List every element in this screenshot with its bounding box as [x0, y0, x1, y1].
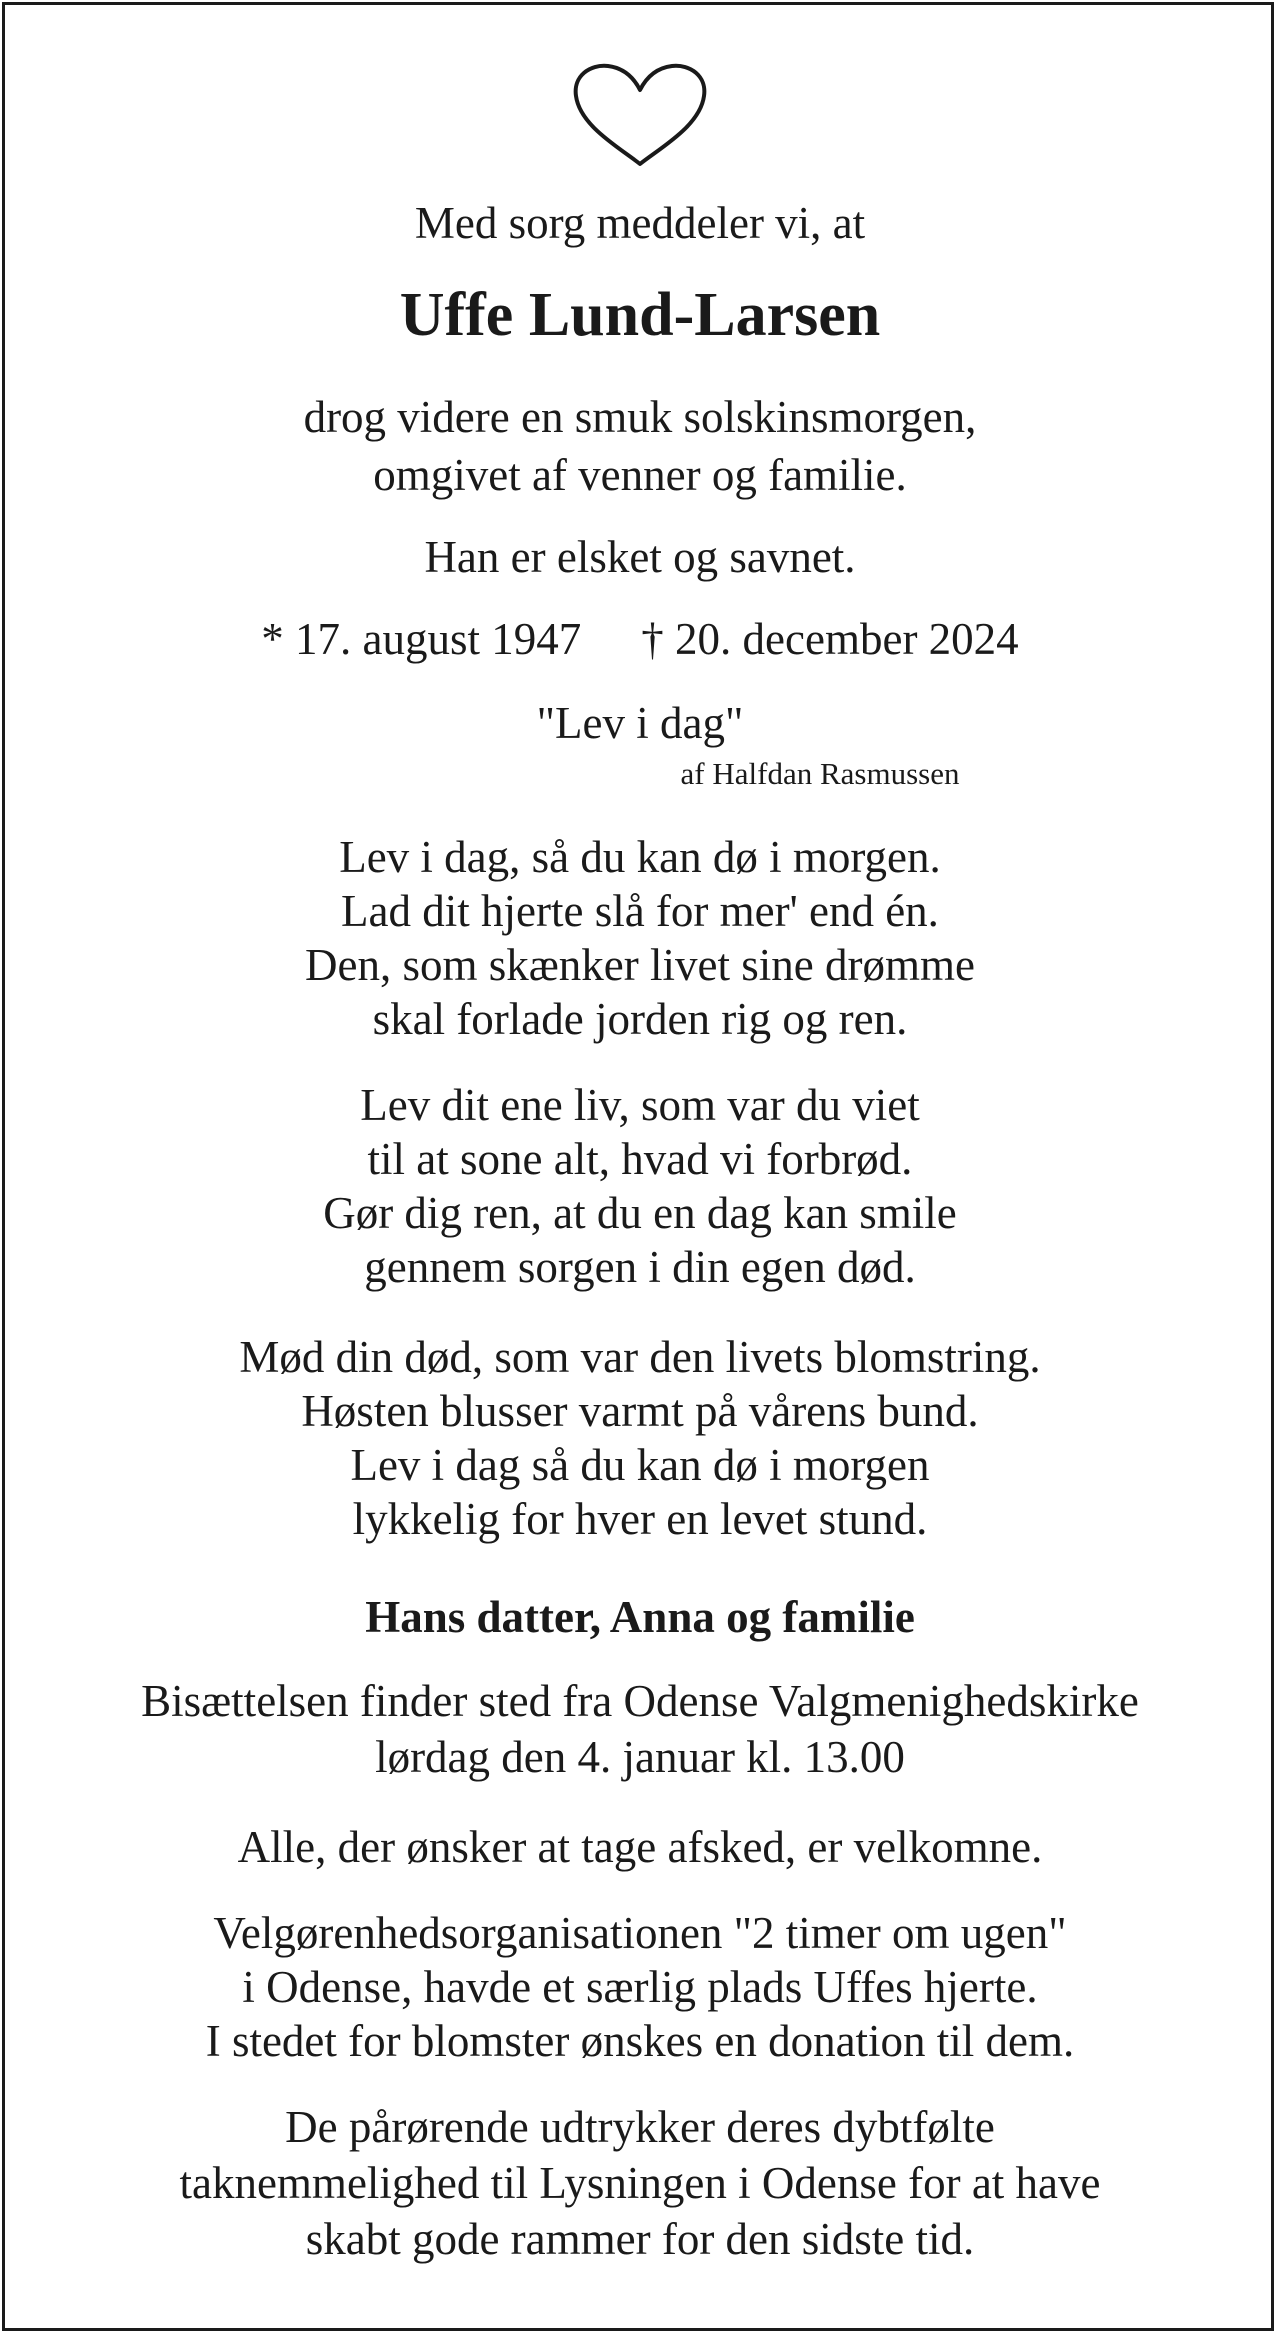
poem-line: Den, som skænker livet sine drømme	[305, 940, 975, 990]
poem-line: Lad dit hjerte slå for mer' end én.	[341, 886, 939, 936]
poem-title: "Lev i dag"	[536, 698, 744, 748]
thanks-line-2: taknemmelighed til Lysningen i Odense for at have	[179, 2158, 1101, 2208]
poem-line: Gør dig ren, at du en dag kan smile	[323, 1188, 957, 1238]
charity-line-1: Velgørenhedsorganisationen "2 timer om ugen"	[213, 1908, 1067, 1958]
deceased-name: Uffe Lund-Larsen	[399, 281, 881, 349]
passing-line-2: omgivet af venner og familie.	[373, 450, 907, 500]
poem-line: til at sone alt, hvad vi forbrød.	[367, 1134, 913, 1184]
intro-text: Med sorg meddeler vi, at	[414, 198, 866, 248]
heart-icon	[568, 60, 712, 172]
poem-line: Lev i dag så du kan dø i morgen	[350, 1440, 930, 1490]
poem-line: Lev dit ene liv, som var du viet	[360, 1080, 920, 1130]
charity-line-3: I stedet for blomster ønskes en donation til dem.	[205, 2016, 1075, 2066]
welcome-text: Alle, der ønsker at tage afsked, er velkomne.	[237, 1822, 1043, 1872]
poem-line: Lev i dag, så du kan dø i morgen.	[339, 832, 941, 882]
passing-line-1: drog videre en smuk solskinsmorgen,	[303, 392, 977, 442]
charity-line-2: i Odense, havde et særlig plads Uffes hjerte.	[242, 1962, 1038, 2012]
poem-line: gennem sorgen i din egen død.	[364, 1242, 916, 1292]
birth-date: * 17. august 1947	[261, 614, 582, 664]
poem-line: lykkelig for hver en levet stund.	[352, 1494, 928, 1544]
family-signature: Hans datter, Anna og familie	[365, 1592, 915, 1642]
death-date: † 20. december 2024	[641, 614, 1019, 664]
funeral-line-2: lørdag den 4. januar kl. 13.00	[375, 1732, 905, 1782]
life-dates	[0, 612, 1280, 666]
loved-text: Han er elsket og savnet.	[424, 532, 856, 582]
poem-line: skal forlade jorden rig og ren.	[372, 994, 908, 1044]
thanks-line-3: skabt gode rammer for den sidste tid.	[305, 2214, 975, 2264]
thanks-line-1: De pårørende udtrykker deres dybtfølte	[285, 2102, 995, 2152]
funeral-line-1: Bisættelsen finder sted fra Odense Valgmenighedskirke	[141, 1676, 1139, 1726]
poem-line: Mød din død, som var den livets blomstring.	[239, 1332, 1041, 1382]
poem-author: af Halfdan Rasmussen	[680, 756, 960, 791]
poem-line: Høsten blusser varmt på vårens bund.	[301, 1386, 979, 1436]
